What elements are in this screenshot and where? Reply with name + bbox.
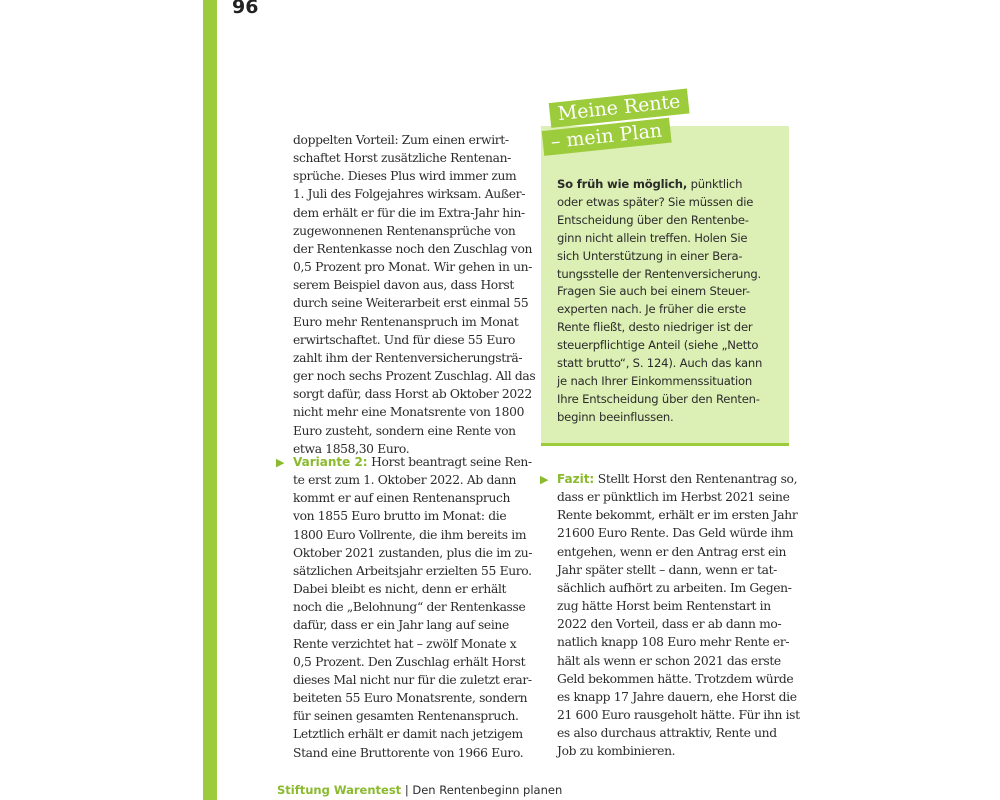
text-line: Geld bekommen hätte. Trotzdem würde	[557, 671, 794, 686]
text-line: sich Unterstützung in einer Bera-	[557, 248, 743, 263]
text-line: Dabei bleibt es nicht, denn er erhält	[293, 582, 507, 597]
text-line: noch die „Belohnung“ der Rentenkasse	[293, 600, 526, 615]
text-line: 21600 Euro Rente. Das Geld würde ihm	[557, 526, 794, 541]
text-line: beiteten 55 Euro Monatsrente, sondern	[293, 691, 528, 706]
text-line: Jahr später stellt – dann, wenn er tat-	[557, 562, 777, 577]
text-line: steuerpflichtige Anteil (siehe „Netto	[557, 338, 759, 353]
info-box-title-line-1: Meine Rente	[549, 89, 690, 128]
text-line: Letztlich erhält er damit nach jetzigem	[293, 727, 523, 742]
info-box-lead: So früh wie möglich,	[557, 177, 688, 191]
text-line: ginn nicht allein treffen. Holen Sie	[557, 230, 748, 245]
text-line: durch seine Weiterarbeit erst einmal 55	[293, 296, 529, 311]
text-line: nicht mehr eine Monatsrente von 1800	[293, 405, 525, 420]
text-line: serem Beispiel davon aus, dass Horst	[293, 278, 514, 293]
text-line: sprüche. Dieses Plus wird immer zum	[293, 169, 517, 184]
variante-2-paragraph	[276, 453, 533, 762]
text-line	[557, 176, 762, 194]
text-line: Entscheidung über den Rentenbe-	[557, 212, 749, 227]
text-line: tungsstelle der Rentenversicherung.	[557, 266, 761, 281]
text-line: 1. Juli des Folgejahres wirksam. Außer-	[293, 187, 525, 202]
text-line: es knapp 17 Jahre dauern, ehe Horst die	[557, 689, 797, 704]
text-line: te erst zum 1. Oktober 2022. Ab dann	[293, 473, 517, 488]
text-line: Rente fließt, desto niedriger ist der	[557, 320, 753, 335]
text-line: etwa 1858,30 Euro.	[293, 441, 410, 456]
triangle-right-icon: ▶	[540, 473, 549, 486]
text-line: doppelten Vorteil: Zum einen erwirt-	[293, 133, 509, 147]
text-fragment: pünktlich	[687, 177, 743, 191]
text-line: hält als wenn er schon 2021 das erste	[557, 653, 781, 668]
text-line: entgehen, wenn er den Antrag erst ein	[557, 544, 787, 559]
text-line: Ihre Entscheidung über den Renten-	[557, 391, 760, 406]
text-line: Oktober 2021 zustanden, plus die im zu-	[293, 545, 533, 560]
text-line: es also durchaus attraktiv, Rente und	[557, 726, 777, 741]
text-line: beginn beeinflussen.	[557, 409, 674, 424]
text-line: schaftet Horst zusätzliche Rentenan-	[293, 151, 511, 166]
text-line: der Rentenkasse noch den Zuschlag von	[293, 241, 533, 256]
text-line: Rente verzichtet hat – zwölf Monate x	[293, 636, 517, 651]
footer-section: Den Rentenbeginn planen	[412, 783, 563, 797]
text-line: je nach Ihrer Einkommenssituation	[557, 373, 753, 388]
text-line: 0,5 Prozent pro Monat. Wir gehen in un-	[293, 260, 533, 275]
triangle-right-icon: ▶	[276, 456, 285, 469]
text-line: Euro zusteht, sondern eine Rente von	[293, 423, 516, 438]
text-fragment: Horst beantragt seine Ren-	[367, 455, 532, 469]
text-line: experten nach. Je früher die erste	[557, 302, 746, 317]
text-line: zahlt ihm der Rentenversicherungsträ-	[293, 350, 523, 365]
left-column-text	[293, 131, 535, 458]
text-line: für seinen gesamten Rentenanspruch.	[293, 709, 519, 724]
text-line: dafür, dass er ein Jahr lang auf seine	[293, 618, 509, 633]
footer-brand: Stiftung Warentest	[277, 783, 402, 797]
text-line	[293, 453, 532, 471]
footer-separator: |	[401, 783, 413, 797]
text-line: sorgt dafür, dass Horst ab Oktober 2022	[293, 387, 532, 402]
text-line: ger noch sechs Prozent Zuschlag. All das	[293, 369, 536, 384]
text-fragment: Stellt Horst den Rentenantrag so,	[594, 472, 798, 486]
text-line: dass er pünktlich im Herbst 2021 seine	[557, 490, 790, 505]
text-line: zugewonnenen Rentenansprüche von	[293, 223, 516, 238]
fazit-lead: Fazit:	[557, 472, 595, 486]
fazit-paragraph	[540, 470, 800, 761]
text-line: 0,5 Prozent. Den Zuschlag erhält Horst	[293, 654, 526, 669]
text-line: oder etwas später? Sie müssen die	[557, 194, 754, 209]
text-line: Stand eine Bruttorente von 1966 Euro.	[293, 745, 524, 760]
text-line: statt brutto“, S. 124). Auch das kann	[557, 356, 763, 371]
text-line: Rente bekommt, erhält er im ersten Jahr	[557, 508, 798, 523]
text-line: Fragen Sie auch bei einem Steuer-	[557, 284, 750, 299]
text-line: Job zu kombinieren.	[557, 744, 676, 759]
text-line: 21 600 Euro rausgeholt hätte. Für ihn ist	[557, 708, 800, 723]
text-line: erwirtschaftet. Und für diese 55 Euro	[293, 332, 516, 347]
text-line: dieses Mal nicht nur für die zuletzt erar-	[293, 672, 532, 687]
text-line: kommt er auf einen Rentenanspruch	[293, 491, 511, 506]
text-line: sächlich aufhört zu arbeiten. Im Gegen-	[557, 580, 792, 595]
text-line: sätzlichen Arbeitsjahr erzielten 55 Euro.	[293, 563, 532, 578]
page-accent-bar	[203, 0, 217, 800]
text-line: 2022 den Vorteil, dass er ab dann mo-	[557, 617, 782, 632]
text-line: dem erhält er für die im Extra-Jahr hin-	[293, 205, 525, 220]
text-line	[557, 470, 800, 488]
info-box-title-line-2: – mein Plan	[542, 118, 672, 156]
text-line: natlich knapp 108 Euro mehr Rente er-	[557, 635, 790, 650]
text-line: zug hätte Horst beim Rentenstart in	[557, 599, 771, 614]
text-line: von 1855 Euro brutto im Monat: die	[293, 509, 507, 524]
text-line: 1800 Euro Vollrente, die ihm bereits im	[293, 527, 527, 542]
text-line: Euro mehr Rentenanspruch im Monat	[293, 314, 519, 329]
info-box-bottom-rule	[541, 443, 789, 446]
page-footer	[277, 783, 562, 797]
variante-2-lead: Variante 2:	[293, 455, 368, 469]
page-number: 96	[232, 0, 259, 18]
info-box-text	[557, 176, 762, 427]
